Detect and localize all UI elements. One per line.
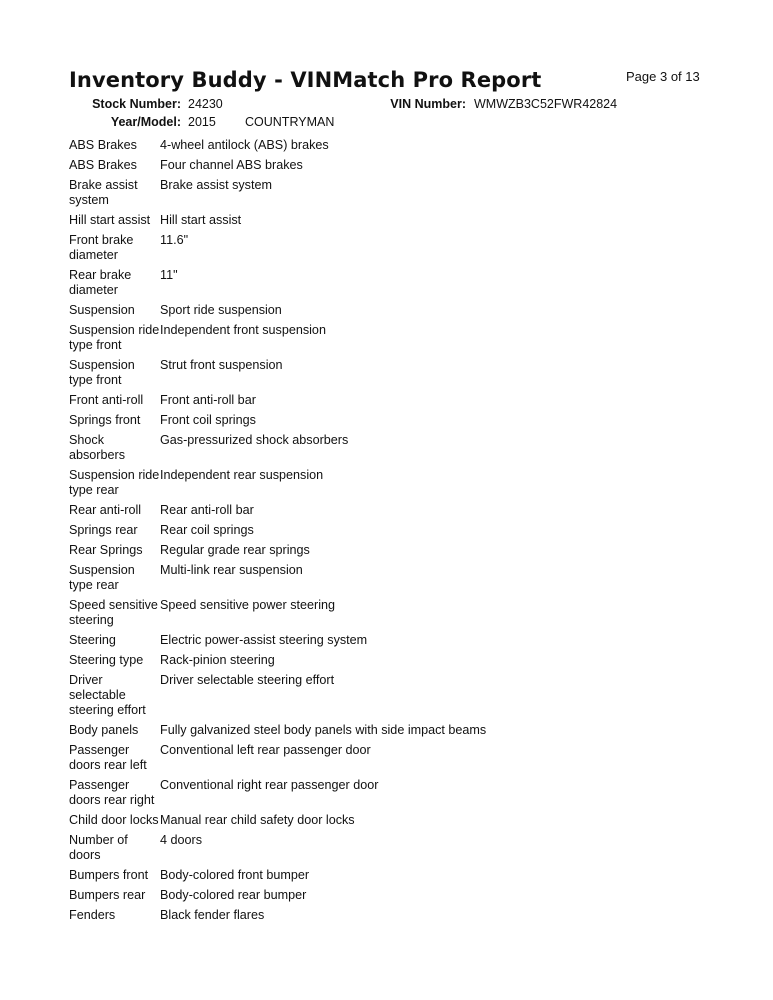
- vin-number-label: VIN Number:: [390, 97, 466, 111]
- spec-label: Steering: [69, 633, 116, 647]
- spec-label: Brake assist system: [69, 178, 138, 207]
- vin-number-value: WMWZB3C52FWR42824: [474, 97, 618, 111]
- spec-label: Front brake diameter: [69, 233, 134, 262]
- page-number: Page 3 of 13: [626, 69, 700, 84]
- model-value: COUNTRYMAN: [245, 115, 335, 129]
- spec-value: Gas-pressurized shock absorbers: [160, 433, 349, 447]
- spec-value: 11.6": [160, 233, 189, 247]
- spec-row: [69, 813, 749, 828]
- spec-label: Driver selectable steering effort: [69, 673, 146, 717]
- spec-value: 4 doors: [160, 833, 203, 847]
- spec-row: [69, 393, 749, 408]
- spec-label: Rear anti-roll: [69, 503, 142, 517]
- spec-row: [69, 233, 749, 263]
- spec-row: [69, 213, 749, 228]
- spec-value: Driver selectable steering effort: [160, 673, 335, 687]
- spec-value: Rear anti-roll bar: [160, 503, 254, 517]
- spec-label: Suspension type rear: [69, 563, 135, 592]
- spec-value: Independent rear suspension: [160, 468, 324, 482]
- year-model-row: [0, 115, 773, 131]
- spec-row: [69, 778, 749, 808]
- spec-value: Brake assist system: [160, 178, 272, 192]
- spec-value: Electric power-assist steering system: [160, 633, 368, 647]
- spec-label: Hill start assist: [69, 213, 151, 227]
- spec-value: Rear coil springs: [160, 523, 254, 537]
- spec-row: [69, 868, 749, 883]
- spec-value: Front coil springs: [160, 413, 256, 427]
- spec-label: Shock absorbers: [69, 433, 126, 462]
- spec-row: [69, 268, 749, 298]
- spec-row: [69, 468, 749, 498]
- spec-row: [69, 563, 749, 593]
- spec-label: ABS Brakes: [69, 138, 137, 152]
- spec-value: Body-colored front bumper: [160, 868, 310, 882]
- spec-label: Suspension type front: [69, 358, 135, 387]
- spec-row: [69, 158, 749, 173]
- spec-row: [69, 413, 749, 428]
- spec-label: Springs rear: [69, 523, 138, 537]
- spec-label: ABS Brakes: [69, 158, 137, 172]
- spec-value: Rack-pinion steering: [160, 653, 275, 667]
- spec-row: [69, 908, 749, 923]
- spec-value: Conventional right rear passenger door: [160, 778, 379, 792]
- spec-label: Suspension ride type rear: [69, 468, 160, 497]
- spec-row: [69, 178, 749, 208]
- spec-row: [69, 543, 749, 558]
- spec-label: Passenger doors rear right: [69, 778, 155, 807]
- spec-row: [69, 303, 749, 318]
- spec-label: Passenger doors rear left: [69, 743, 147, 772]
- spec-label: Front anti-roll: [69, 393, 144, 407]
- spec-value: 4-wheel antilock (ABS) brakes: [160, 138, 329, 152]
- spec-label: Suspension: [69, 303, 135, 317]
- spec-value: Conventional left rear passenger door: [160, 743, 371, 757]
- spec-row: [69, 138, 749, 153]
- spec-row: [69, 633, 749, 648]
- stock-number-label: Stock Number:: [92, 97, 181, 111]
- spec-label: Child door locks: [69, 813, 159, 827]
- spec-label: Steering type: [69, 653, 144, 667]
- spec-row: [69, 743, 749, 773]
- spec-value: Hill start assist: [160, 213, 242, 227]
- spec-row: [69, 653, 749, 668]
- spec-row: [69, 523, 749, 538]
- spec-label: Number of doors: [69, 833, 128, 862]
- spec-row: [69, 503, 749, 518]
- spec-value: Sport ride suspension: [160, 303, 282, 317]
- spec-label: Rear brake diameter: [69, 268, 132, 297]
- spec-label: Fenders: [69, 908, 116, 922]
- spec-row: [69, 723, 749, 738]
- report-title: Inventory Buddy - VINMatch Pro Report: [69, 68, 542, 92]
- spec-label: Speed sensitive steering: [69, 598, 158, 627]
- spec-row: [69, 833, 749, 863]
- spec-value: Multi-link rear suspension: [160, 563, 303, 577]
- spec-row: [69, 433, 749, 463]
- spec-label: Bumpers front: [69, 868, 149, 882]
- spec-value: Front anti-roll bar: [160, 393, 256, 407]
- spec-row: [69, 673, 749, 718]
- stock-number-value: 24230: [188, 97, 223, 111]
- spec-row: [69, 323, 749, 353]
- spec-value: Independent front suspension: [160, 323, 326, 337]
- spec-list: [69, 138, 749, 928]
- spec-value: Regular grade rear springs: [160, 543, 310, 557]
- spec-label: Body panels: [69, 723, 139, 737]
- spec-value: Strut front suspension: [160, 358, 283, 372]
- spec-value: Black fender flares: [160, 908, 265, 922]
- spec-value: Speed sensitive power steering: [160, 598, 336, 612]
- spec-label: Rear Springs: [69, 543, 143, 557]
- spec-label: Bumpers rear: [69, 888, 146, 902]
- stock-number-row: [0, 97, 773, 113]
- spec-value: Four channel ABS brakes: [160, 158, 303, 172]
- spec-value: 11": [160, 268, 178, 282]
- year-model-label: Year/Model:: [110, 115, 181, 129]
- spec-row: [69, 358, 749, 388]
- spec-row: [69, 598, 749, 628]
- spec-value: Manual rear child safety door locks: [160, 813, 355, 827]
- spec-label: Suspension ride type front: [69, 323, 160, 352]
- year-value: 2015: [188, 115, 216, 129]
- spec-value: Body-colored rear bumper: [160, 888, 307, 902]
- spec-label: Springs front: [69, 413, 141, 427]
- spec-row: [69, 888, 749, 903]
- spec-value: Fully galvanized steel body panels with side impact beams: [160, 723, 487, 737]
